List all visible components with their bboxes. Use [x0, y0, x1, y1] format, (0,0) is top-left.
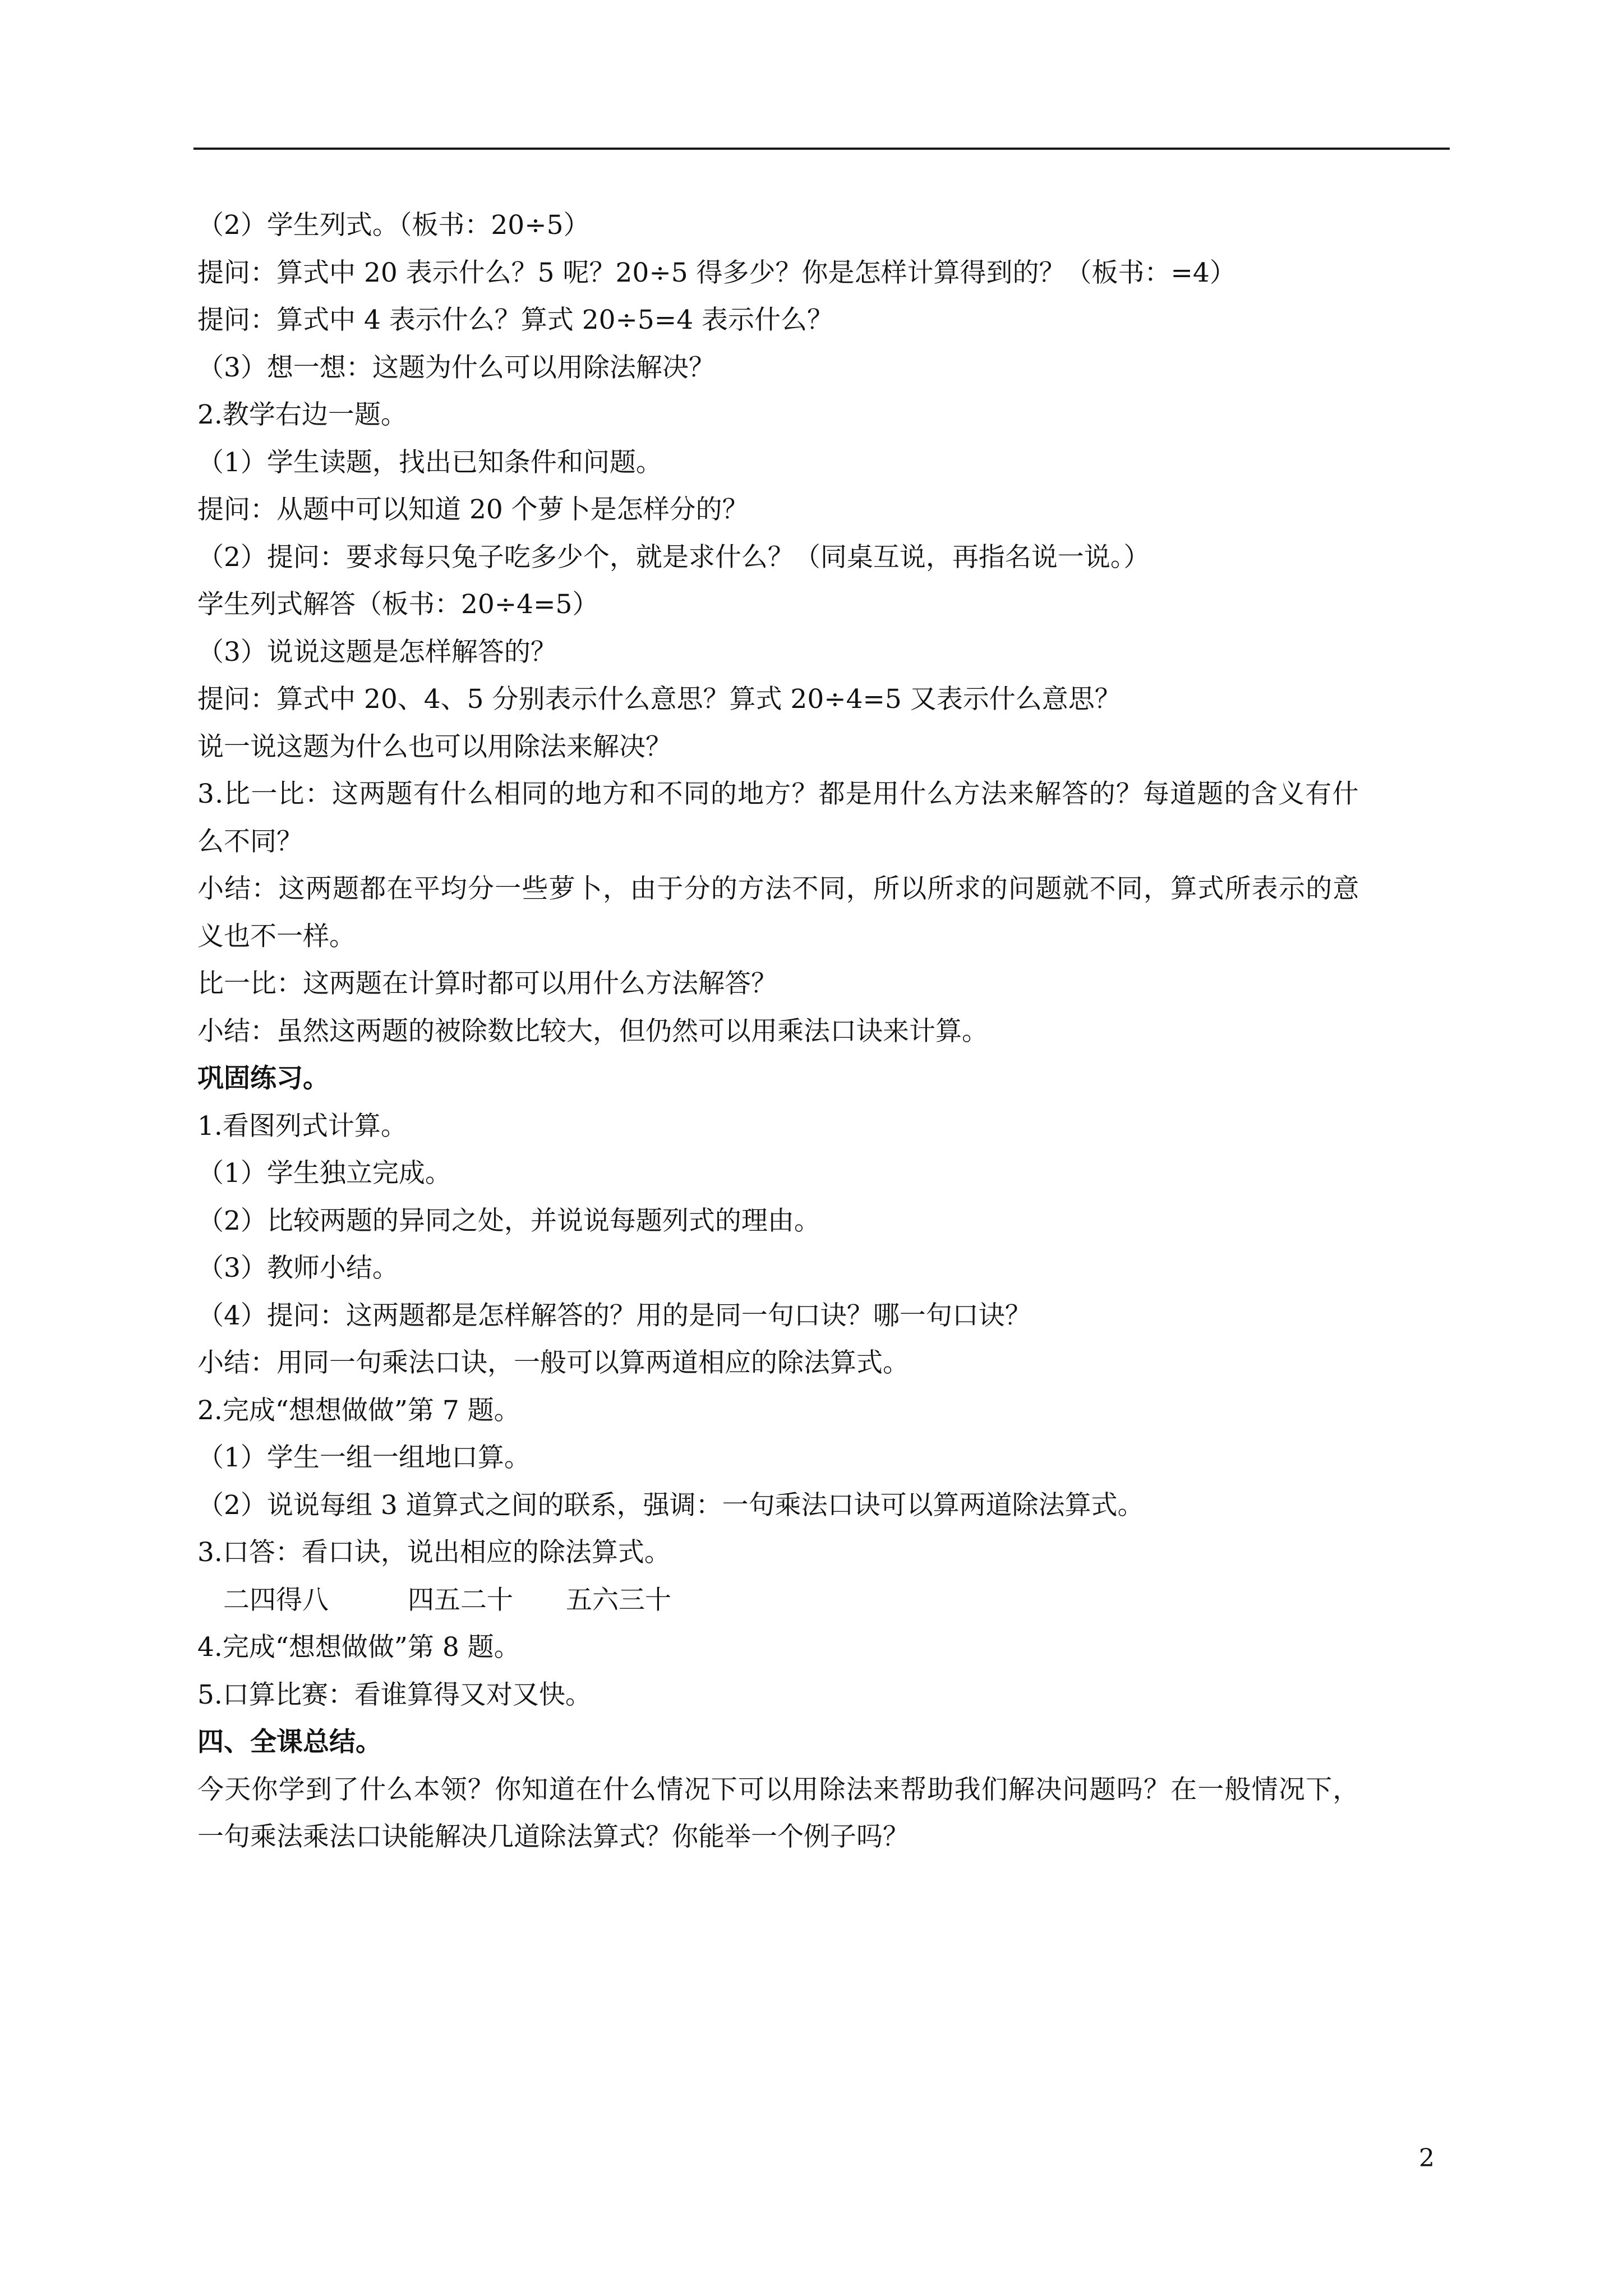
text-line: 二四得八 四五二十 五六三十 — [223, 1584, 671, 1616]
text-line: （3）想一想：这题为什么可以用除法解决？ — [197, 352, 715, 383]
text-line: 1.看图列式计算。 — [197, 1110, 407, 1142]
document-body — [197, 202, 1451, 1861]
text-line: 学生列式解答（板书：20÷4=5） — [197, 589, 599, 620]
text-line: 小结：用同一句乘法口诀，一般可以算两道相应的除法算式。 — [197, 1347, 909, 1378]
section-heading: 四、全课总结。 — [197, 1727, 382, 1757]
text-line: （1）学生一组一组地口算。 — [197, 1442, 531, 1473]
text-line: 么不同？ — [197, 826, 303, 857]
text-line: 今天你学到了什么本领？你知道在什么情况下可以用除法来帮助我们解决问题吗？在一般情况下， — [197, 1774, 1360, 1805]
text-line: 说一说这题为什么也可以用除法来解决？ — [197, 731, 672, 762]
text-line: 一句乘法乘法口诀能解决几道除法算式？你能举一个例子吗？ — [197, 1821, 909, 1852]
text-line: （4）提问：这两题都是怎样解答的？用的是同一句口诀？哪一句口诀？ — [197, 1300, 1031, 1331]
text-line: 提问：算式中 4 表示什么？算式 20÷5=4 表示什么？ — [197, 305, 834, 335]
text-line: （1）学生读题，找出已知条件和问题。 — [197, 447, 662, 478]
text-line: （1）学生独立完成。 — [197, 1158, 451, 1189]
text-line: （3）教师小结。 — [197, 1253, 399, 1283]
page-number: 2 — [1419, 2144, 1435, 2173]
text-line: 小结：这两题都在平均分一些萝卜，由于分的方法不同，所以所求的问题就不同，算式所表示的意 — [197, 873, 1360, 904]
text-line: 比一比：这两题在计算时都可以用什么方法解答？ — [197, 968, 777, 999]
text-line: 义也不一样。 — [197, 921, 356, 952]
header-rule — [193, 148, 1450, 150]
text-line: 3.口答：看口诀，说出相应的除法算式。 — [197, 1537, 671, 1568]
text-line: 3.比一比：这两题有什么相同的地方和不同的地方？都是用什么方法来解答的？每道题的含义有什 — [197, 779, 1359, 809]
text-line: 4.完成“想想做做”第 8 题。 — [197, 1632, 520, 1663]
section-heading: 巩固练习。 — [197, 1063, 329, 1094]
text-line: （2）说说每组 3 道算式之间的联系，强调：一句乘法口诀可以算两道除法算式。 — [197, 1489, 1144, 1521]
text-line: 提问：从题中可以知道 20 个萝卜是怎样分的？ — [197, 494, 749, 525]
text-line: （2）提问：要求每只兔子吃多少个，就是求什么？（同桌互说，再指名说一说。） — [197, 541, 1150, 573]
text-line: 5.口算比赛：看谁算得又对又快。 — [197, 1679, 592, 1710]
text-line: （2）学生列式。（板书：20÷5） — [197, 210, 590, 241]
text-line: （2）比较两题的异同之处，并说说每题列式的理由。 — [197, 1205, 820, 1236]
text-line: 小结：虽然这两题的被除数比较大，但仍然可以用乘法口诀来计算。 — [197, 1015, 988, 1047]
text-line: 2.完成“想想做做”第 7 题。 — [197, 1395, 520, 1426]
text-line: 2.教学右边一题。 — [197, 399, 407, 430]
text-line: 提问：算式中 20 表示什么？5 呢？20÷5 得多少？你是怎样计算得到的？（板书：=4） — [197, 257, 1236, 288]
text-line: （3）说说这题是怎样解答的？ — [197, 636, 557, 668]
text-line: 提问：算式中 20、4、5 分别表示什么意思？算式 20÷4=5 又表示什么意思？ — [197, 684, 1121, 715]
